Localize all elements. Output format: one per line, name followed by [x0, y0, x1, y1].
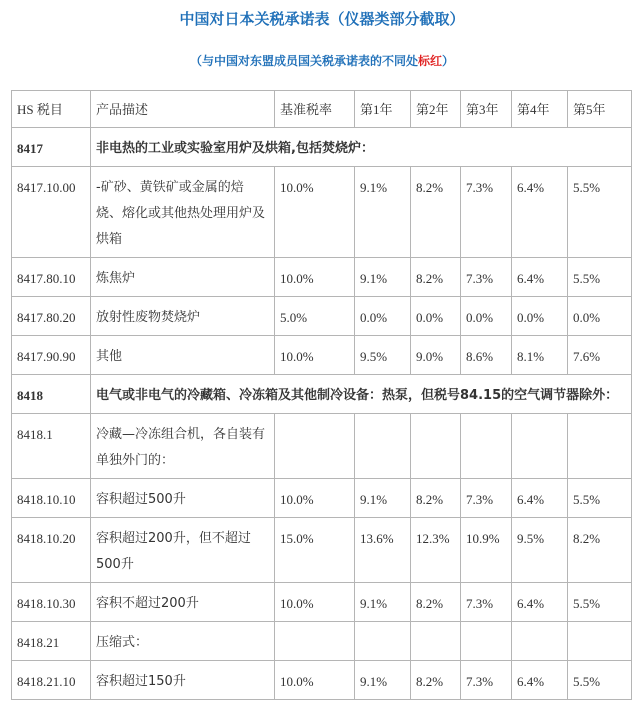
year-3-cell: 0.0% — [461, 297, 512, 336]
base-rate-cell: 5.0% — [275, 297, 355, 336]
year-3-cell: 7.3% — [461, 479, 512, 518]
year-1-cell: 9.1% — [355, 479, 411, 518]
hs-code-cell: 8417.80.10 — [12, 258, 91, 297]
base-rate-cell — [275, 414, 355, 479]
hs-code-cell: 8418 — [12, 375, 91, 414]
year-5-cell: 7.6% — [568, 336, 632, 375]
table-heading-row — [12, 375, 632, 414]
hs-code-cell: 8417.80.20 — [12, 297, 91, 336]
description-cell: 容积超过200升，但不超过500升 — [91, 518, 275, 583]
year-2-cell — [411, 622, 461, 661]
base-rate-cell: 10.0% — [275, 167, 355, 258]
header-year-2: 第2年 — [411, 91, 461, 128]
hs-code-cell: 8417.10.00 — [12, 167, 91, 258]
table-row — [12, 583, 632, 622]
year-4-cell — [512, 414, 568, 479]
year-5-cell: 5.5% — [568, 167, 632, 258]
description-cell: -矿砂、黄铁矿或金属的焙烧、熔化或其他热处理用炉及烘箱 — [91, 167, 275, 258]
tariff-table — [11, 90, 632, 700]
base-rate-cell: 10.0% — [275, 661, 355, 700]
year-1-cell — [355, 622, 411, 661]
table-row — [12, 336, 632, 375]
year-3-cell — [461, 414, 512, 479]
year-4-cell — [512, 622, 568, 661]
table-row — [12, 167, 632, 258]
year-5-cell: 5.5% — [568, 661, 632, 700]
table-row — [12, 661, 632, 700]
header-year-3: 第3年 — [461, 91, 512, 128]
year-5-cell — [568, 414, 632, 479]
year-2-cell: 12.3% — [411, 518, 461, 583]
page-title: 中国对日本关税承诺表（仪器类部分截取） — [179, 10, 465, 28]
hs-code-cell: 8418.10.30 — [12, 583, 91, 622]
header-year-1: 第1年 — [355, 91, 411, 128]
year-5-cell: 5.5% — [568, 258, 632, 297]
hs-code-cell: 8418.21.10 — [12, 661, 91, 700]
header-year-4: 第4年 — [512, 91, 568, 128]
year-1-cell — [355, 414, 411, 479]
year-3-cell — [461, 622, 512, 661]
year-3-cell: 7.3% — [461, 167, 512, 258]
hs-code-cell: 8417.90.90 — [12, 336, 91, 375]
year-3-cell: 7.3% — [461, 661, 512, 700]
hs-code-cell: 8418.21 — [12, 622, 91, 661]
description-cell: 容积超过150升 — [91, 661, 275, 700]
year-2-cell — [411, 414, 461, 479]
header-base-rate: 基准税率 — [275, 91, 355, 128]
year-2-cell: 8.2% — [411, 479, 461, 518]
description-cell: 炼焦炉 — [91, 258, 275, 297]
description-cell: 其他 — [91, 336, 275, 375]
hs-code-cell: 8417 — [12, 128, 91, 167]
year-3-cell: 7.3% — [461, 258, 512, 297]
base-rate-cell: 10.0% — [275, 336, 355, 375]
description-cell: 冷藏—冷冻组合机，各自装有单独外门的： — [91, 414, 275, 479]
page-subtitle — [0, 30, 644, 72]
header-hs-code: HS 税目 — [12, 91, 91, 128]
year-4-cell: 0.0% — [512, 297, 568, 336]
hs-code-cell: 8418.1 — [12, 414, 91, 479]
table-body — [12, 128, 632, 700]
year-3-cell: 7.3% — [461, 583, 512, 622]
subtitle-highlight: 标红 — [417, 54, 442, 68]
hs-code-cell: 8418.10.10 — [12, 479, 91, 518]
description-cell: 容积超过500升 — [91, 479, 275, 518]
description-cell: 放射性废物焚烧炉 — [91, 297, 275, 336]
year-1-cell: 9.1% — [355, 661, 411, 700]
table-row — [12, 297, 632, 336]
year-1-cell: 9.1% — [355, 167, 411, 258]
table-row — [12, 258, 632, 297]
year-2-cell: 8.2% — [411, 661, 461, 700]
description-cell: 容积不超过200升 — [91, 583, 275, 622]
year-4-cell: 6.4% — [512, 258, 568, 297]
base-rate-cell — [275, 622, 355, 661]
table-row — [12, 479, 632, 518]
header-description: 产品描述 — [91, 91, 275, 128]
year-1-cell: 9.1% — [355, 258, 411, 297]
year-4-cell: 6.4% — [512, 583, 568, 622]
heading-description-cell: 非电热的工业或实验室用炉及烘箱,包括焚烧炉： — [91, 128, 632, 167]
year-5-cell: 0.0% — [568, 297, 632, 336]
table-row — [12, 518, 632, 583]
year-3-cell: 8.6% — [461, 336, 512, 375]
year-1-cell: 0.0% — [355, 297, 411, 336]
header-year-5: 第5年 — [568, 91, 632, 128]
year-4-cell: 6.4% — [512, 479, 568, 518]
table-header-row — [12, 91, 632, 128]
heading-description-cell: 电气或非电气的冷藏箱、冷冻箱及其他制冷设备：热泵，但税号84.15的空气调节器除外： — [91, 375, 632, 414]
year-5-cell: 5.5% — [568, 583, 632, 622]
hs-code-cell: 8418.10.20 — [12, 518, 91, 583]
base-rate-cell: 10.0% — [275, 479, 355, 518]
subtitle-prefix: （与中国对东盟成员国关税承诺表的不同处 — [189, 54, 418, 68]
year-1-cell: 13.6% — [355, 518, 411, 583]
year-4-cell: 6.4% — [512, 661, 568, 700]
base-rate-cell: 10.0% — [275, 258, 355, 297]
description-cell: 压缩式： — [91, 622, 275, 661]
year-1-cell: 9.1% — [355, 583, 411, 622]
base-rate-cell: 15.0% — [275, 518, 355, 583]
year-5-cell — [568, 622, 632, 661]
year-5-cell: 8.2% — [568, 518, 632, 583]
year-4-cell: 6.4% — [512, 167, 568, 258]
table-heading-row — [12, 128, 632, 167]
subtitle-suffix: ） — [442, 54, 455, 68]
year-5-cell: 5.5% — [568, 479, 632, 518]
table-row — [12, 622, 632, 661]
year-2-cell: 9.0% — [411, 336, 461, 375]
year-4-cell: 8.1% — [512, 336, 568, 375]
year-1-cell: 9.5% — [355, 336, 411, 375]
year-2-cell: 0.0% — [411, 297, 461, 336]
table-row — [12, 414, 632, 479]
year-2-cell: 8.2% — [411, 258, 461, 297]
year-3-cell: 10.9% — [461, 518, 512, 583]
base-rate-cell: 10.0% — [275, 583, 355, 622]
year-4-cell: 9.5% — [512, 518, 568, 583]
year-2-cell: 8.2% — [411, 167, 461, 258]
year-2-cell: 8.2% — [411, 583, 461, 622]
